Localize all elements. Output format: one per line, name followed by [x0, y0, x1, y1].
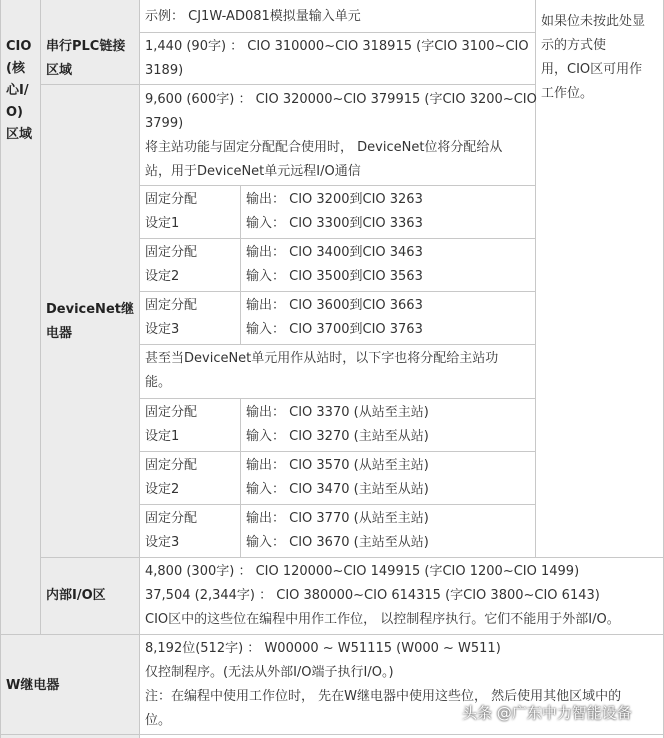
master-io-1: 输出： CIO 3200到CIO 3263 输入： CIO 3300到CIO 3363 [246, 192, 423, 231]
grid-line [140, 291, 536, 292]
serial-link-range: 1,440 (90字) ： CIO 310000~CIO 318915 (字CIO 3100~CIO 3189) [145, 39, 529, 78]
watermark: 头条 @广东中力智能设备 [462, 704, 632, 722]
usage-note: 如果位未按此处显 示的方式使 用，CIO区可用作 工作位。 [541, 14, 646, 101]
devicenet-relay-header: DeviceNet继 电器 [46, 302, 134, 341]
grid-line [140, 344, 536, 345]
cio-header: CIO (核 心I/ O) 区域 [6, 39, 33, 142]
master-io-3: 输出： CIO 3600到CIO 3663 输入： CIO 3700到CIO 3763 [246, 298, 423, 337]
grid-line [140, 238, 536, 239]
grid-line [0, 634, 664, 635]
serial-plc-link-header: 串行PLC链接 区域 [46, 39, 126, 78]
grid-line [0, 734, 664, 735]
slave-setting-3: 固定分配 设定3 [145, 511, 198, 550]
master-setting-2: 固定分配 设定2 [145, 245, 198, 284]
w-relay-text: 8,192位(512字) ： W00000 ~ W51115 (W000 ~ W511) 仅控制程序。(无法从外部I/O端子执行I/O。) 注：在编程中使用工作位时， 先在W继电器中使用这些位， 然后使用其他区域中的 位。 [145, 641, 622, 728]
grid-line [139, 0, 140, 738]
grid-line [140, 185, 536, 186]
grid-line [240, 185, 241, 344]
grid-line [0, 0, 1, 738]
slave-desc: 甚至当DeviceNet单元用作从站时，以下字也将分配给主站功 能。 [145, 351, 499, 390]
slave-io-3: 输出： CIO 3770 (从站至主站) 输入： CIO 3670 (主站至从站) [246, 511, 429, 550]
grid-line [41, 84, 536, 85]
grid-line [140, 32, 536, 33]
grid-line [140, 451, 536, 452]
grid-line [240, 398, 241, 557]
master-setting-1: 固定分配 设定1 [145, 192, 198, 231]
grid-line [40, 0, 41, 635]
slave-setting-1: 固定分配 设定1 [145, 405, 198, 444]
master-setting-3: 固定分配 设定3 [145, 298, 198, 337]
w-relay-header: W继电器 [6, 678, 60, 693]
master-io-2: 输出： CIO 3400到CIO 3463 输入： CIO 3500到CIO 3563 [246, 245, 423, 284]
example-text: 示例： CJ1W-AD081模拟量输入单元 [145, 9, 361, 24]
grid-line [41, 557, 664, 558]
internal-io-text: 4,800 (300字) ： CIO 120000~CIO 149915 (字CIO 1200~CIO 1499) 37,504 (2,344字) ： CIO 380000~CIO 614315 (字CIO 3800~CIO 6143) CIO区中的这些位在编程中用作工作位， 以控制程序执行。它们不能用于外部I/O。 [145, 564, 620, 627]
slave-io-1: 输出： CIO 3370 (从站至主站) 输入： CIO 3270 (主站至从站) [246, 405, 429, 444]
devicenet-range: 9,600 (600字) ： CIO 320000~CIO 379915 (字CIO 3200~CIO 3799) 将主站功能与固定分配配合使用时， DeviceNet位将分配给从 站，用于DeviceNet单元远程I/O通信 [145, 92, 537, 179]
grid-line [140, 398, 536, 399]
internal-io-header: 内部I/O区 [46, 588, 106, 603]
slave-setting-2: 固定分配 设定2 [145, 458, 198, 497]
grid-line [140, 504, 536, 505]
slave-io-2: 输出： CIO 3570 (从站至主站) 输入： CIO 3470 (主站至从站) [246, 458, 429, 497]
